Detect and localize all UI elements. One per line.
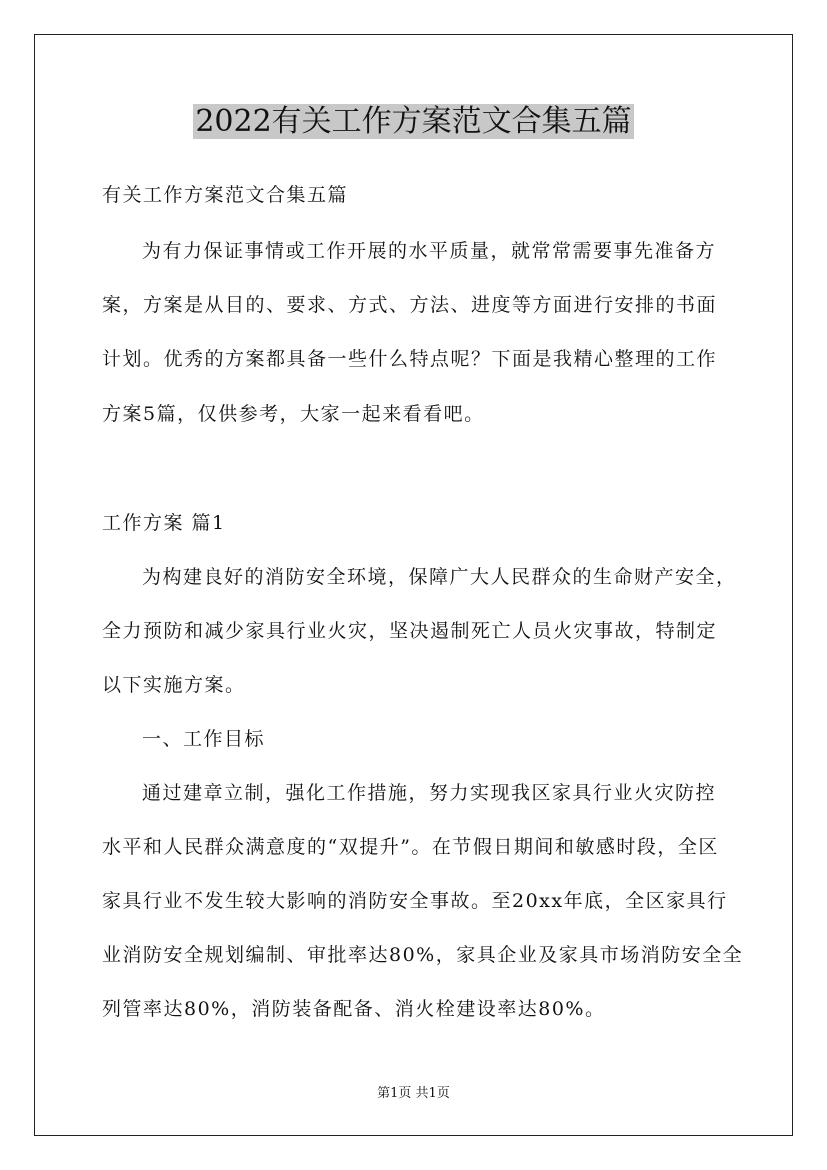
- document-title: 2022有关工作方案范文合集五篇: [195, 104, 632, 139]
- subtitle: 有关工作方案范文合集五篇: [102, 184, 349, 206]
- goal-line: 水平和人民群众满意度的“双提升”。在节假日期间和敏感时段，全区: [102, 836, 719, 858]
- section-line: 全力预防和减少家具行业火灾，坚决遏制死亡人员火灾事故，特制定: [102, 620, 718, 642]
- goal-line: 业消防安全规划编制、审批率达80%，家具企业及家具市场消防安全全: [102, 944, 744, 966]
- intro-line: 方案5篇，仅供参考，大家一起来看看吧。: [102, 403, 485, 425]
- goal-line: 列管率达80%，消防装备配备、消火栓建设率达80%。: [102, 998, 606, 1020]
- section-line: 为构建良好的消防安全环境，保障广大人民群众的生命财产安全，: [142, 566, 737, 588]
- goal-line: 家具行业不发生较大影响的消防安全事故。至20xx年底，全区家具行: [102, 890, 728, 912]
- intro-line: 计划。优秀的方案都具备一些什么特点呢？下面是我精心整理的工作: [102, 348, 718, 370]
- section-line: 以下实施方案。: [102, 674, 246, 696]
- goal-line: 通过建章立制，强化工作措施，努力实现我区家具行业火灾防控: [142, 782, 717, 804]
- page-footer: 第1页 共1页: [377, 1086, 450, 1101]
- intro-line: 为有力保证事情或工作开展的水平质量，就常常需要事先准备方: [142, 240, 717, 262]
- goal-heading: 一、工作目标: [142, 728, 266, 750]
- intro-line: 案，方案是从目的、要求、方式、方法、进度等方面进行安排的书面: [102, 294, 718, 316]
- section-heading: 工作方案 篇1: [102, 512, 226, 534]
